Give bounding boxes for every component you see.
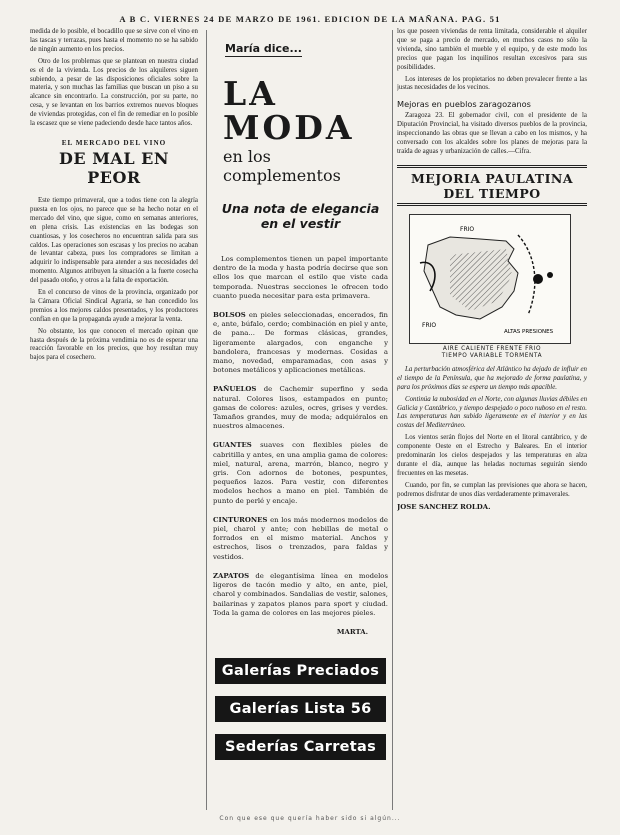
- fashion-item-label: CINTURONES: [213, 515, 268, 524]
- fashion-tagline: Una nota de elegancia en el vestir: [221, 201, 380, 231]
- storm-marker: [547, 272, 553, 278]
- right-column: [397, 28, 587, 818]
- fashion-item-text: de Cachemir superfino y seda natural. Colores lisos, estampados en punto; gamas de colores: azules, ocres, grises y verdes. Tamaños grandes, muy de moda; adquiéralos en nuestros almacenes.: [213, 385, 388, 431]
- weather-map-legend: AIRE CALIENTE FRENTE FRIO TIEMPO VARIABLE TORMENTA: [441, 345, 543, 359]
- fashion-item-label: ZAPATOS: [213, 571, 250, 580]
- article-paragraph: Los vientos serán flojos del Norte en el litoral cantábrico, y de componente Oeste en el Estrecho y Baleares. En el interior predominarán los cielos despejados y las temperaturas en alza durante el día, aunque las heladas nocturnas seguirán siendo frecuentes en las mesetas.: [397, 434, 587, 477]
- column-divider: [206, 30, 207, 810]
- masthead: A B C. VIERNES 24 DE MARZO DE 1961. EDICION DE LA MAÑANA. PAG. 51: [119, 14, 501, 24]
- middle-column: [213, 28, 388, 818]
- article-paragraph: Zaragoza 23. El gobernador civil, con el presidente de la Diputación Provincial, ha visitado diversos pueblos de la provincia, inspeccionando las obras que se llevan a cabo en los mismos, y ha conversado con los alcaldes sobre los planes de mejoras para la traída de aguas y urbanización de calles.—Cifra.: [397, 112, 587, 155]
- article-paragraph: La perturbación atmosférica del Atlántico ha dejado de influir en el tiempo de la Península, que ha mejorado de forma paulatina, y para los próximos días se espera un tiempo más apacible.: [397, 365, 587, 391]
- advertisement-sederias-carretas: Sederías Carretas: [215, 734, 386, 760]
- column-kicker: María dice...: [225, 42, 302, 55]
- subsection-headline: Mejoras en pueblos zaragozanos: [397, 99, 531, 110]
- author-signature: MARTA.: [336, 627, 368, 636]
- article-paragraph: Cuando, por fin, se cumplan las previsiones que ahora se hacen, podremos disfrutar de unos días verdaderamente primaverales.: [397, 481, 587, 498]
- article-paragraph: Otro de los problemas que se plantean en nuestra ciudad es el de la vivienda. Los precios de los alquileres siguen subiendo, a pesar de las disposiciones oficiales sobre la materia, y son muchas las familias que buscan un piso a su alcance sin encontrarlo. La construcción, por su parte, no cesa, y se levantan en los barrios extremos nuevos bloques de viviendas protegidas, con el fin de remediar en lo posible la escasez que se viene padeciendo desde hace tantos años.: [30, 57, 198, 128]
- article-paragraph: No obstante, los que conocen el mercado opinan que hasta después de la próxima vendimia no es de esperar una reacción favorable en los precios, que hoy resultan muy bajos para el cosechero.: [30, 327, 198, 362]
- fashion-subtitle: en los complementos: [223, 147, 341, 185]
- article-paragraph: En el concurso de vinos de la provincia, organizado por la Cámara Oficial Sindical Agraria, se han concedido los premios a los mejores caldos presentados, y los productores confían en que la propaganda ayude a mejorar la venta.: [30, 289, 198, 323]
- fashion-item-text: de elegantísima línea en modelos ligeros de tacón medio y alto, en ante, piel, charol y combinados. Sandalias de vestir, salones, bailarinas y zapatos planos para sport y ciudad. Toda la gama de colores en las mejores pieles.: [213, 571, 388, 617]
- fashion-item: [213, 572, 388, 618]
- weather-headline: MEJORIA PAULATINA DEL TIEMPO: [397, 165, 587, 206]
- article-paragraph: medida de lo posible, el bocadillo que se sirve con el vino en las tascas y terrazas, pues hasta el momento no se ha sabido de ningún aumento en los precios.: [30, 28, 198, 53]
- map-label: FRIO: [422, 321, 437, 329]
- fashion-intro: Los complementos tienen un papel importante dentro de la moda y hasta podría decirse que son ellos los que marcan el estilo que viste cada temporada. Nuestras secciones le ofrecen todo cuanto pueda necesitar para esta primavera.: [213, 255, 388, 300]
- author-signature: JOSE SANCHEZ ROLDA.: [397, 502, 491, 511]
- article-paragraph: Continúa la nubosidad en el Norte, con algunas lluvias débiles en Galicia y Cantábrico, y tiempo despejado o poco nuboso en el resto. Las temperaturas han subido ligeramente en el interior y en las costas del Mediterráneo.: [397, 395, 587, 430]
- fashion-item-label: PAÑUELOS: [213, 385, 257, 394]
- fashion-item-label: BOLSOS: [213, 311, 246, 320]
- weather-map: [409, 214, 571, 344]
- fashion-item-text: en pieles seleccionadas, encerados, fin e, ante, búfalo, cerdo; combinación en piel y ante, de pana... De formas clásicas, grandes, ligeramente alargados, con enganche y bandolera, francesas y modernas. Cosidas a mano, novedad, emparamadas, con asas y botones metálicos y aplicaciones metálicas.: [213, 311, 388, 375]
- isobar-line: [518, 235, 535, 315]
- fashion-item: [213, 441, 388, 505]
- advertisement-galerias-lista: Galerías Lista 56: [215, 696, 386, 722]
- fashion-item: [213, 516, 388, 562]
- fashion-item: [213, 385, 388, 431]
- bottom-note: Con que ese que quería haber sido si algún...: [219, 815, 401, 822]
- article-paragraph: Los intereses de los propietarios no deben prevalecer frente a las justas necesidades de los vecinos.: [397, 75, 587, 92]
- section-kicker: EL MERCADO DEL VINO: [61, 138, 167, 147]
- fashion-item-text: en los más modernos modelos de piel, charol y ante; con hebillas de metal o forrados en el mismo material. Anchos y estrechos, lisos o trenzados, para faldas y vestidos.: [213, 515, 388, 561]
- fashion-item-text: suaves con flexibles pieles de cabritilla y antes, en una amplia gama de colores: miel, natural, arena, marrón, blanco, negro y gris. Con adornos de botones, pespuntes, pequeños lazos. Para vestir, con diferentes modelos hechos a mano en piel. También de punto de perlé y encaje.: [213, 441, 388, 505]
- section-headline: DE MAL EN PEOR: [59, 148, 169, 187]
- article-paragraph: Este tiempo primaveral, que a todos tiene con la alegría puesta en los ojos, no parece que se ha hecho notar en el mercado del vino, que sigue, como en semanas anteriores, en plena crisis. Las existencias en las bodegas son cuantiosas, y los cosecheros no encuentran salida para sus caldos. Las operaciones son escasas y los precios no acaban de levantar cabeza, pues los compradores se limitan a adquirir lo indispensable para atender a sus necesidades del momento. Algunos atribuyen la situación a la fuerte cosecha del pasado otoño, y otros a la falta de exportación.: [30, 196, 198, 285]
- fashion-title: LA MODA: [223, 74, 355, 147]
- weather-map-graphic: [410, 215, 570, 343]
- advertisement-galerias-preciados: Galerías Preciados: [215, 658, 386, 684]
- article-paragraph: los que poseen viviendas de renta limitada, considerable el alquiler que se paga a precio de mercado, en muchos casos no sólo la vivienda, sino también el mueble y el equipo, y de este modo los precios que pagan los inquilinos resultan excesivos para sus posibilidades.: [397, 28, 587, 71]
- column-divider: [392, 30, 393, 810]
- fashion-item: [213, 311, 388, 375]
- storm-marker: [533, 274, 543, 284]
- fashion-item-label: GUANTES: [213, 441, 252, 450]
- left-column: [30, 28, 198, 808]
- map-label: FRIO: [460, 225, 475, 233]
- map-label: ALTAS PRESIONES: [504, 328, 554, 335]
